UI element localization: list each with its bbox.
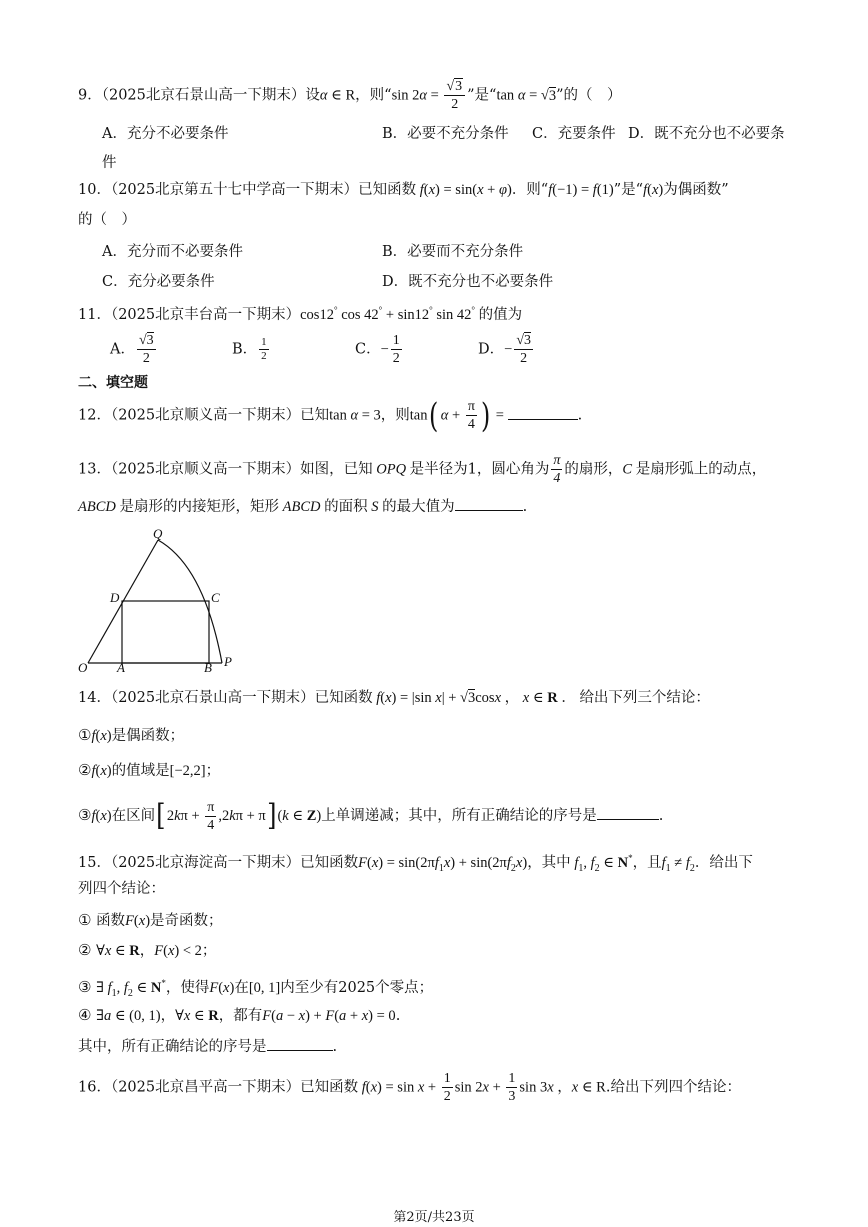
label-d: D: [110, 590, 120, 605]
q15-conclusion-4: ④ ∃a ∈ (0, 1)，∀x ∈ R，都有F(a − x) + F(a + x) = 0.: [78, 1006, 401, 1024]
circled-3: ③: [78, 977, 92, 996]
option-letter: C．: [355, 341, 381, 358]
q15-stem-line2: 列四个结论：: [78, 881, 165, 897]
q9-option-d: D．既不充分也不必要条: [628, 126, 785, 142]
q15-text: 函数: [96, 913, 126, 929]
q13-text: 是半径为1，圆心角为: [409, 461, 550, 478]
math: ABCD: [278, 499, 325, 515]
q14-text: 的值域是: [111, 763, 170, 779]
q15-conclusion-2: ② ∀x ∈ R，F(x) < 2；: [78, 941, 217, 959]
math: tan α = 3: [329, 407, 381, 424]
q13-text: .: [522, 499, 528, 515]
math: sin 2α =: [391, 87, 443, 104]
label-a: A: [117, 660, 125, 674]
q13-text: 如图，已知: [300, 461, 373, 478]
q11-number: 11．: [78, 306, 111, 323]
math-fraction: $\frac{1}{2}$: [443, 1071, 451, 1104]
q16-text: .给出下列四个结论：: [605, 1079, 741, 1096]
circled-4: ④: [78, 1006, 92, 1024]
q9-source: （2025北京石景山高一下期末）: [101, 87, 306, 104]
math: $f_1 \ne f_2$: [661, 854, 695, 874]
q11-option-d: D．− $\frac{√3}{2}$: [478, 333, 532, 366]
q12-text: .: [577, 407, 583, 424]
math: cos12° cos 42° + sin12° sin 42°: [300, 305, 476, 323]
q10-source: （2025北京第五十七中学高一下期末）: [110, 182, 359, 198]
q14-stem: [78, 688, 710, 708]
math: f(x) = |sin x| + √3cosx ， x ∈ R ．: [376, 690, 580, 706]
q14-conclusion-3: ③f(x)在区间[2kπ + $\frac{\pi}{4}$ ,2kπ + π](k ∈ Z)上单调递减；其中，所有正确结论的序号是 .: [78, 798, 664, 833]
q9-text: ”的（ ）: [556, 87, 622, 104]
q15-text: ；: [201, 943, 217, 959]
q11-option-c: C．− $\frac{1}{2}$: [355, 333, 400, 366]
q11-option-b: [232, 336, 271, 363]
q13-text: 是扇形弧上的动点，: [635, 461, 767, 478]
q14-text: 已知函数: [314, 690, 373, 706]
q10-option-c: C．充分必要条件: [102, 274, 215, 290]
q9-text: ”是“: [467, 87, 497, 104]
math: C: [622, 461, 636, 478]
math: $F(x) = \sin(2\pi f_1x) + \sin(2\pi f_2x)$: [358, 854, 528, 874]
q16-source: （2025北京昌平高一下期末）: [110, 1079, 301, 1096]
math-fraction: $\frac{\pi}{4}$: [207, 799, 215, 833]
q10-number: 10．: [78, 182, 111, 198]
option-letter: B．: [232, 341, 258, 358]
math-fraction: $\frac{1}{2}$: [392, 333, 400, 366]
q12-number: 12．: [78, 407, 111, 424]
q9-text: 设: [305, 87, 320, 104]
q9-option-d-wrap: 件: [102, 155, 117, 171]
math: S: [367, 499, 383, 515]
q12-text: 已知: [300, 407, 330, 424]
q15-text: 在: [234, 979, 249, 996]
q9-option-a: A．充分不必要条件: [102, 126, 229, 142]
q10-option-a: A．充分而不必要条件: [102, 244, 243, 260]
q12-text: ，则: [380, 407, 410, 424]
q14-text: 是偶函数；: [111, 728, 185, 744]
q15-conclusion-3: ③ ∃ $f_1$, $f_2$ ∈ N*，使得F(x)在[0, 1]内至少有2025个零点；: [78, 977, 434, 999]
q14-conclusion-1: ①f(x)是偶函数；: [78, 726, 185, 744]
q10-stem-end: 的（ ）: [78, 212, 136, 228]
answer-blank: [508, 405, 578, 420]
sector-figure: [74, 526, 244, 674]
q11-source: （2025北京丰台高一下期末）: [110, 306, 301, 323]
q13-text: 的面积: [324, 499, 368, 515]
q13-text: 是扇形的内接矩形，矩形: [119, 499, 279, 515]
q12-source: （2025北京顺义高一下期末）: [110, 407, 301, 424]
q15-text: ，其中: [527, 854, 571, 871]
q15-text: ，: [160, 1008, 176, 1024]
math-fraction: $\frac{1}{2}$: [261, 336, 267, 362]
answer-blank: [597, 805, 659, 820]
q15-text: ，且: [632, 854, 662, 871]
rectangle-abcd: [122, 601, 209, 663]
math-fraction: $\frac{√3}{2}$: [138, 333, 154, 366]
q14-text: 给出下列三个结论：: [579, 690, 710, 706]
circled-1: ①: [78, 726, 92, 744]
q11-stem: [78, 300, 522, 325]
q14-text: ；: [205, 763, 221, 779]
q9-option-c: C．充要条件: [532, 126, 616, 142]
q9-text: ，则“: [355, 87, 392, 104]
q13-number: 13．: [78, 461, 111, 478]
circled-3: ③: [78, 806, 92, 824]
math: f(x) = sin x +: [361, 1079, 440, 1096]
q15-text: ，使得: [165, 979, 210, 996]
q13-source: （2025北京顺义高一下期末）: [110, 461, 301, 478]
option-letter: A．: [110, 341, 135, 358]
q14-text: 上单调递减；其中，所有正确结论的序号是: [321, 808, 597, 824]
math: ABCD: [78, 499, 120, 515]
q15-text: .: [395, 1008, 401, 1024]
answer-blank: [455, 496, 523, 511]
q15-conclusion-1: ① 函数F(x)是奇函数；: [78, 911, 223, 929]
math-fraction: $\frac{√3}{2}$: [516, 333, 532, 366]
q16-stem: 16．（2025北京昌平高一下期末）已知函数 f(x) = sin x + $\frac{1}{2}$ sin 2x + $\frac{1}{3}$ sin 3x ，x ∈ R.给出下列四个结论：: [78, 1071, 741, 1104]
q10-text: ．则“: [511, 182, 549, 198]
q10-option-d: D．既不充分也不必要条件: [382, 274, 554, 290]
q14-text: .: [658, 808, 664, 824]
q15-text: ，: [139, 943, 155, 959]
circled-1: ①: [78, 911, 92, 929]
q15-source: （2025北京海淀高一下期末）: [110, 854, 301, 871]
q15-text: 已知函数: [300, 854, 359, 871]
page-number: 第2页/共23页: [393, 1210, 475, 1225]
math: ∈ R: [327, 87, 356, 104]
math: OPQ: [372, 461, 410, 478]
q9-number: 9．: [78, 87, 102, 104]
q15-text: ，都有: [218, 1008, 263, 1024]
q13-stem: [78, 452, 766, 487]
q10-text: ”是“: [613, 182, 644, 198]
math: f(−1) = f(1): [548, 182, 614, 198]
q14-text: 在区间: [111, 808, 156, 824]
q9-stem: [78, 78, 622, 113]
q10-stem: [78, 180, 729, 200]
q16-text: 已知函数: [300, 1079, 359, 1096]
math: $f_1$, $f_2$ ∈ N*: [574, 853, 633, 874]
q11-option-a: [110, 332, 158, 367]
q10-text: 为偶函数”: [663, 182, 729, 198]
q10-text: 已知函数: [358, 182, 417, 198]
math: tan: [409, 407, 428, 424]
q13-text: 的最大值为: [382, 499, 455, 515]
q15-stem: [78, 848, 753, 879]
q13-text: 的扇形，: [564, 461, 623, 478]
circled-2: ②: [78, 941, 92, 959]
q11-text: 的值为: [478, 306, 523, 323]
q15-number: 15．: [78, 854, 111, 871]
q15-text: .: [332, 1039, 338, 1055]
q15-text: 内至少有2025个零点；: [280, 979, 434, 996]
math: α: [319, 87, 328, 104]
q16-number: 16．: [78, 1079, 111, 1096]
q13-stem-line2: [78, 496, 527, 517]
label-q: Q: [153, 526, 163, 541]
q9-option-b: B．必要不充分条件: [382, 126, 509, 142]
label-p: P: [224, 654, 232, 669]
q16-text: ，: [557, 1079, 572, 1096]
math: f(x): [643, 182, 664, 198]
q15-text: ．给出下: [694, 854, 753, 871]
q14-number: 14．: [78, 690, 111, 706]
circled-2: ②: [78, 761, 92, 779]
math-fraction: $\frac{\pi}{4}$: [467, 399, 475, 432]
option-letter: D．: [478, 341, 505, 358]
math: f(x) = sin(x + φ): [419, 182, 512, 198]
math-fraction: $\frac{\pi}{4}$: [553, 453, 561, 486]
q14-conclusion-2: ②f(x)的值域是[−2,2]；: [78, 761, 221, 779]
q10-option-b: B．必要而不充分条件: [382, 244, 524, 260]
answer-blank: [267, 1036, 333, 1051]
q14-source: （2025北京石景山高一下期末）: [110, 690, 315, 706]
q15-question: [78, 1036, 337, 1057]
math-fraction: $\frac{1}{3}$: [508, 1071, 516, 1104]
q15-text: 其中，所有正确结论的序号是: [78, 1039, 267, 1055]
math-fraction: $\frac{√3}{2}$: [444, 78, 465, 113]
math: tan α = √3: [496, 87, 557, 104]
label-b: B: [204, 660, 212, 674]
q12-stem: 12．（2025北京顺义高一下期末）已知tan α = 3，则tan( α + $\frac{\pi}{4}$ ) = .: [78, 395, 583, 436]
section-title: 二、填空题: [78, 375, 148, 391]
label-c: C: [211, 590, 220, 605]
q15-text: 是奇函数；: [150, 913, 223, 929]
label-o: O: [78, 660, 88, 674]
